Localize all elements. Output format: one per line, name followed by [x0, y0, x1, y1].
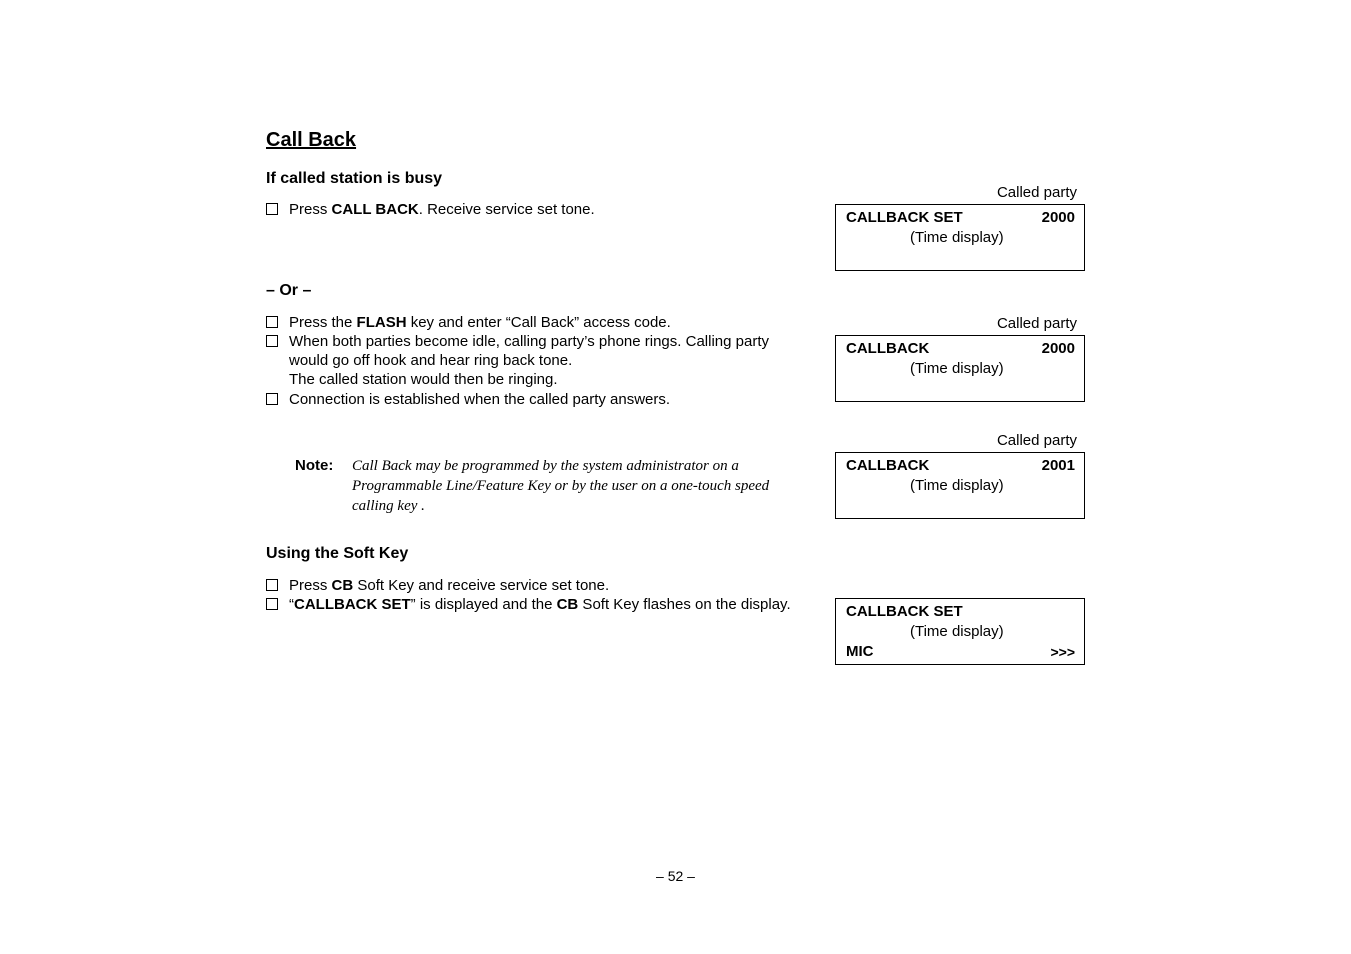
display-caption: Called party: [996, 432, 1077, 449]
lcd-line1-left: CALLBACK: [846, 457, 930, 474]
checkbox-icon: [266, 598, 278, 610]
lcd-line1-right: 2000: [1041, 340, 1075, 357]
step-connection-established: [266, 390, 670, 409]
lcd-display: [835, 335, 1085, 402]
checkbox-icon: [266, 393, 278, 405]
key-name: CB: [556, 596, 579, 613]
step-text: ” is displayed and the: [410, 596, 557, 613]
lcd-display: [835, 452, 1085, 519]
step-text-line: When both parties become idle, calling party’s phone rings. Calling party: [289, 333, 769, 350]
key-name: FLASH: [356, 314, 407, 331]
note-label: Note:: [295, 457, 334, 474]
step-callback-set-displayed: [266, 595, 791, 614]
lcd-line1-right: 2000: [1041, 209, 1075, 226]
checkbox-icon: [266, 335, 278, 347]
step-text-line: The called station would then be ringing.: [289, 371, 558, 388]
step-both-idle: [266, 332, 769, 389]
lcd-line3-left: MIC: [846, 643, 874, 660]
lcd-line1-left: CALLBACK: [846, 340, 930, 357]
lcd-line2: (Time display): [910, 623, 1004, 640]
step-text: Connection is established when the called party answers.: [289, 391, 671, 408]
note-line: calling key .: [352, 498, 425, 514]
checkbox-icon: [266, 316, 278, 328]
step-press-flash: [266, 313, 671, 332]
display-caption: Called party: [996, 184, 1077, 201]
page-number: – 52 –: [656, 868, 695, 884]
step-text: Soft Key flashes on the display.: [578, 596, 791, 613]
step-press-call-back: [266, 200, 595, 219]
checkbox-icon: [266, 579, 278, 591]
step-text: Press: [289, 577, 332, 594]
step-text: Soft Key and receive service set tone.: [353, 577, 610, 594]
note-line: Programmable Line/Feature Key or by the user on a one-touch speed: [352, 478, 770, 494]
page-title: Call Back: [266, 129, 357, 151]
lcd-line2: (Time display): [910, 477, 1004, 494]
or-divider: – Or –: [266, 282, 312, 299]
step-text: Press: [289, 201, 332, 218]
note-line: Call Back may be programmed by the system administrator on a: [352, 458, 739, 474]
step-press-cb: [266, 576, 609, 595]
step-text: key and enter “Call Back” access code.: [406, 314, 671, 331]
lcd-line1-right: 2001: [1041, 457, 1075, 474]
section-heading-busy: If called station is busy: [266, 170, 443, 187]
lcd-line2: (Time display): [910, 229, 1004, 246]
lcd-line1-left: CALLBACK SET: [846, 603, 963, 620]
step-text: . Receive service set tone.: [418, 201, 595, 218]
lcd-display: [835, 204, 1085, 271]
key-name: CB: [331, 577, 354, 594]
lcd-line1-left: CALLBACK SET: [846, 209, 963, 226]
lcd-display: [835, 598, 1085, 665]
note-text: [352, 456, 812, 516]
lcd-line3-right: >>>: [1050, 644, 1075, 660]
display-caption: Called party: [996, 315, 1077, 332]
checkbox-icon: [266, 203, 278, 215]
step-text: Press the: [289, 314, 357, 331]
step-text: “: [289, 596, 294, 613]
display-name: CALLBACK SET: [294, 596, 411, 613]
step-text-line: would go off hook and hear ring back tone.: [289, 352, 573, 369]
key-name: CALL BACK: [331, 201, 419, 218]
lcd-line2: (Time display): [910, 360, 1004, 377]
section-heading-soft-key: Using the Soft Key: [266, 545, 409, 562]
